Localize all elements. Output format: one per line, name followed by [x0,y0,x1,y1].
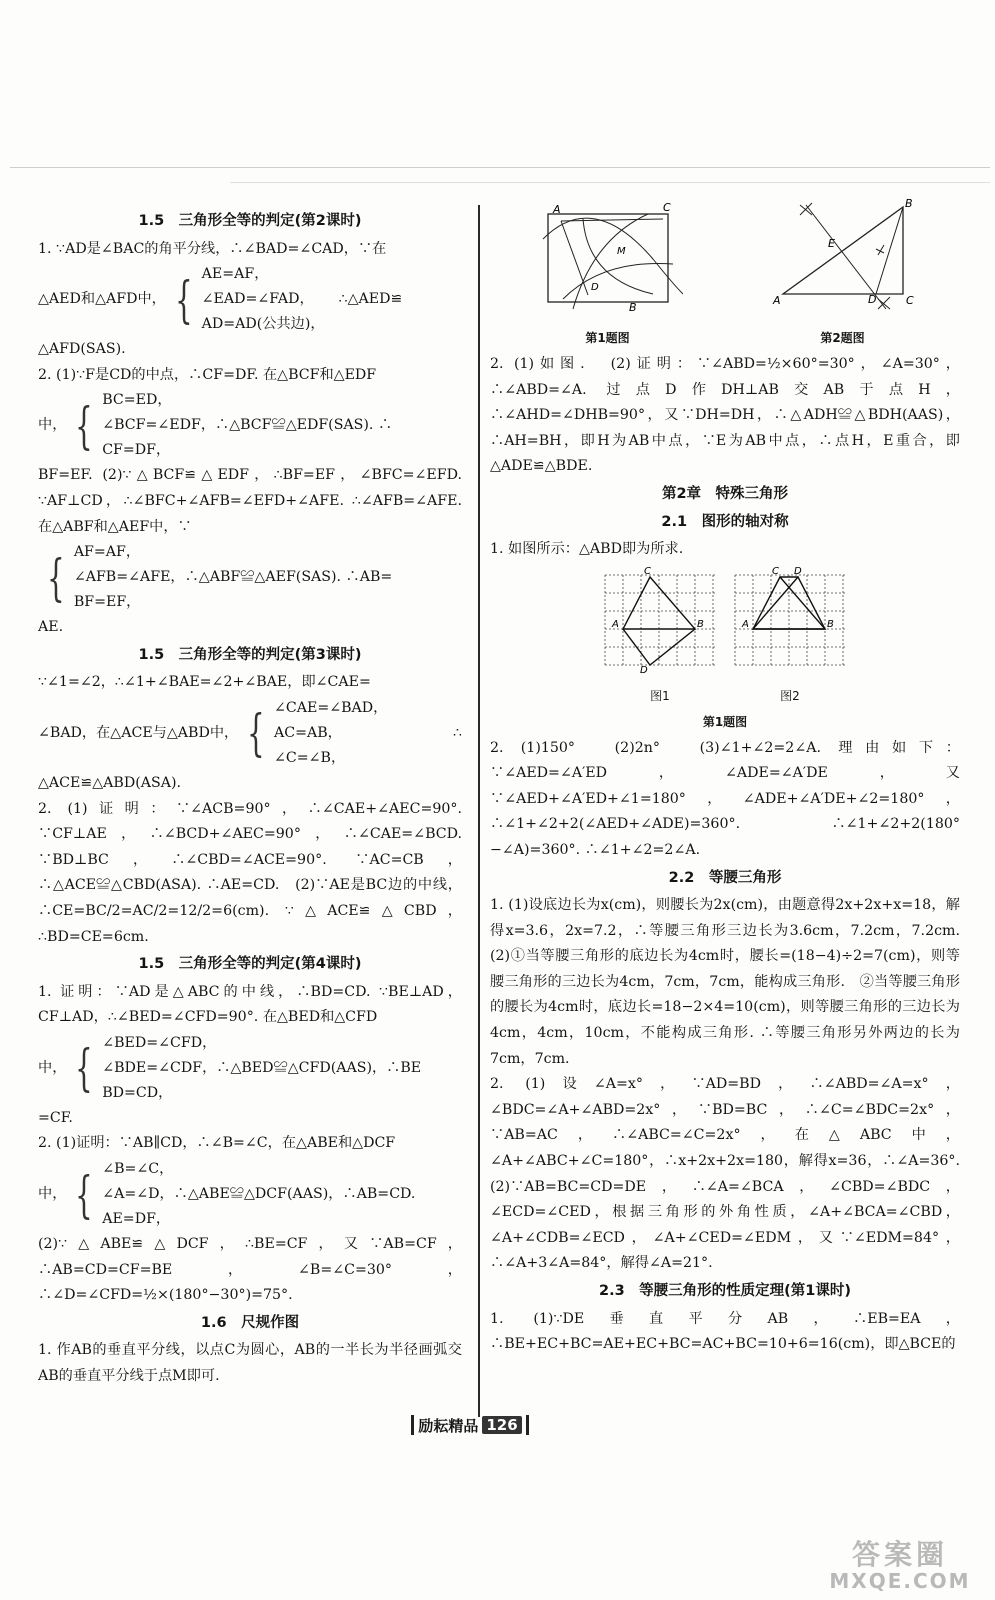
figure-1 [533,199,683,352]
brace-label: 中， [38,1059,67,1076]
condition: AD=AD(公共边)， [201,316,325,333]
condition: ∠BCF=∠EDF，∴△BCF≌△EDF(SAS). ∴ [102,417,393,434]
footer-bar [526,1415,529,1435]
paragraph: 1. 作AB的垂直平分线，以点C为圆心，AB的一半长为半径画弧交AB的垂直平分线于点M即可. [38,1342,462,1385]
condition: BD=CD， [102,1084,173,1101]
paragraph: 1. 证明：∵AD是△ABC的中线，∴BD=CD. ∵BE⊥AD，CF⊥AD，∴∠BED=∠CFD=90°. 在△BED和△CFD [38,983,462,1026]
left-column [38,207,462,1390]
brace-icon: { [75,396,94,455]
svg-text:A: A [742,618,749,630]
svg-text:B: B [697,618,704,630]
footer-bar [411,1415,414,1435]
brace-icon: { [174,270,193,329]
figure-caption: 第1题图 [585,331,630,346]
svg-text:C: C [662,200,671,214]
page-number: 126 [482,1416,521,1434]
watermark [820,1540,980,1596]
brace-conditions [202,262,325,337]
brace-group [38,388,462,463]
brace-icon: { [75,1039,94,1098]
top-rule-2 [230,182,990,183]
condition: ∠EAD=∠FAD， [201,291,314,308]
right-column [490,198,975,1358]
svg-text:D: D [867,292,876,306]
section-heading: 2.3 等腰三角形的性质定理(第1课时) [598,1283,852,1299]
triangle-construction-figure [768,199,918,317]
paragraph: 2. (1)设∠A=x°，∵AD=BD，∴∠ABD=∠A=x°，∠BDC=∠A+∠ABD=2x°，∵BD=BC，∴∠C=∠BDC=2x°，∵AB=AC，∴∠ABC=∠C=2x°，在△ABC中，∠A+∠ABC+∠C=180°，∴x+2x+2x=180，解得x=36，∴∠A=36°. (2)∵AB=BC=CD=DE，∴∠A=∠BCA，∠CBD=∠BDC，∠ECD=∠CED，根据三角形的外角性质，∠A+∠BCA=∠CBD，∠A+∠CDB=∠ECD，∠A+∠CED=∠EDM，又∵∠EDM=84°，∴∠A+3∠A=84°，解得∠A=21°. [490,1076,975,1272]
paragraph: 2. (1)∵F是CD的中点，∴CF=DF. 在△BCF和△EDF [38,366,377,383]
condition: ∠BED=∠CFD， [102,1034,217,1051]
figure-row [490,198,960,352]
figure-caption: 图1 [650,689,670,704]
svg-text:C: C [772,565,779,577]
figure-caption: 第2题图 [820,331,865,346]
brace-group [38,1157,462,1232]
paragraph: AE. [38,619,64,636]
svg-text:A: A [772,293,781,307]
brace-conditions [102,1031,421,1106]
watermark-line: MXQE.COM [829,1569,971,1593]
paragraph: △AFD(SAS). [38,341,126,358]
brace-conditions [102,388,392,463]
paragraph: 2. (1)如图. (2)证明：∵∠ABD=½×60°=30°，∠A=30°，∴∠ABD=∠A. 过点D作DH⊥AB交AB于点H，∴∠AHD=∠DHB=90°，又∵DH=DH，∴△ADH≌△BDH(AAS)，∴AH=BH，即H为AB中点，∵E为AB中点，∴点H，E重合，即△ADE≌△BDE. [490,356,960,475]
paragraph: 1. 如图所示：△ABD即为所求. [490,541,684,558]
grid-triangle-figure-2 [730,565,850,675]
brace-icon: { [247,704,265,763]
grid-figures [490,565,960,710]
svg-text:B: B [904,198,913,210]
section-heading: 2.1 图形的轴对称 [661,513,789,530]
svg-text:M: M [616,245,626,257]
brace-group [38,262,462,337]
svg-text:A: A [552,202,561,216]
paragraph: =CF. [38,1109,73,1126]
svg-text:C: C [644,565,651,577]
svg-text:D: D [794,565,802,577]
paragraph: (2)∵△ABE≌△DCF，∴BE=CF，又∵AB=CF，∴AB=CD=CF=BE，∠B=∠C=30°，∴∠D=∠CFD=½×(180°−30°)=75°. [38,1236,462,1304]
figure-2 [768,199,918,352]
condition: ∠C=∠B， [274,749,346,766]
condition: ∠A=∠D，∴△ABE≌△DCF(AAS)，∴AB=CD. [102,1186,416,1203]
brace-label: 中， [38,417,67,434]
brace-conditions [102,1157,415,1232]
chapter-heading: 第2章 特殊三角形 [661,485,789,502]
paragraph: 1. (1)设底边长为x(cm)，则腰长为2x(cm)，由题意得2x+2x+x=18，解得x=3.6，2x=7.2，∴等腰三角形三边长为3.6cm，7.2cm，7.2cm. (2)①当等腰三角形的底边长为4cm时，腰长=(18−4)÷2=7(cm)，则等腰三角形的三边长为4cm，7cm，7cm，能构成三角形. ②当等腰三角形的腰长为4cm时，底边长=18−2×4=10(cm)，则等腰三角形的三边长为4cm，4cm，10cm，不能构成三角形. ∴等腰三角形另外两边的长为7cm，7cm. [490,897,975,1067]
figure-caption: 图2 [780,689,800,704]
brace-label: 中， [38,1185,67,1202]
top-rule [10,167,990,168]
svg-text:B: B [827,618,834,630]
condition: AE=AF， [201,266,269,283]
svg-text:D: D [640,664,648,675]
brace-conclusion: ∴ [452,724,462,741]
brace-conditions [74,540,393,615]
svg-text:D: D [590,281,599,293]
figure-caption: 第1题图 [702,714,748,729]
condition: ∠CAE=∠BAD， [274,699,388,716]
svg-text:C: C [905,293,914,307]
section-heading: 1.5 三角形全等的判定(第4课时) [138,956,362,973]
watermark-line: 答案圈 [851,1538,948,1571]
paragraph: 2. (1)证明：∵∠ACB=90°，∴∠CAE+∠AEC=90°. ∵CF⊥AE，∴∠BCD+∠AEC=90°，∴∠CAE=∠BCD. ∵BD⊥BC，∴∠CBD=∠ACE=90°. ∵AC=CB，∴△ACE≌△CBD(ASA). ∴AE=CD. (2)∵AE是BC边的中线，∴CE=BC/2=AC/2=12/2=6(cm). ∵△ACE≌△CBD，∴BD=CE=6cm. [38,800,462,945]
condition: ∠B=∠C， [102,1161,174,1178]
paragraph: 2. (1)150° (2)2n° (3)∠1+∠2=2∠A. 理由如下：∵∠AED=∠A′ED，∠ADE=∠A′DE，又∵∠AED+∠A′ED+∠1=180°，∠ADE+∠A′DE+∠2=180°，∴∠1+∠2+2(∠AED+∠ADE)=360°. ∴∠1+∠2+2(180°−∠A)=360°. ∴∠1+∠2=2∠A. [490,739,960,858]
brace-conditions [274,696,387,771]
section-heading: 2.2 等腰三角形 [668,869,782,886]
rectangle-construction-figure [533,199,683,317]
svg-text:B: B [628,300,637,314]
section-heading: 1.6 尺规作图 [200,1314,300,1331]
paragraph: 1. (1)∵DE垂直平分AB，∴EB=EA，∴BE+EC+BC=AE+EC+BC=AC+BC=10+6=16(cm)，即△BCE的 [490,1310,960,1353]
paragraph: BF=EF. (2)∵△BCF≌△EDF，∴BF=EF，∠BFC=∠EFD. ∵AF⊥CD，∴∠BFC+∠AFB=∠EFD+∠AFE. ∴∠AFB=∠AFE. 在△ABF和△AEF中，∵ [38,467,462,535]
paragraph: ∵∠1=∠2，∴∠1+∠BAE=∠2+∠BAE，即∠CAE= [38,674,371,691]
section-heading: 1.5 三角形全等的判定(第2课时) [138,213,362,229]
condition: BF=EF， [73,594,141,611]
brace-icon: { [75,1165,94,1224]
brace-label: ∠BAD，在△ACE与△ABD中， [38,724,239,741]
column-divider [478,205,480,1417]
brace-conclusion: ∴△AED≌ [338,290,403,307]
section-heading: 1.5 三角形全等的判定(第3课时) [138,646,362,663]
brace-group [38,696,462,771]
condition: ∠BDE=∠CDF，∴△BED≌△CFD(AAS)，∴BE [102,1059,422,1076]
brace-icon: { [47,548,65,607]
grid-figure-2 [730,565,850,710]
condition: AC=AB， [274,724,342,741]
svg-text:A: A [612,618,619,630]
svg-text:E: E [827,236,835,250]
grid-figure-1 [600,565,720,710]
condition: CF=DF， [102,442,171,459]
paragraph: 1. ∵AD是∠BAC的角平分线，∴∠BAD=∠CAD，∵在 [38,240,387,257]
page-footer [395,1412,545,1438]
paragraph: △ACE≌△ABD(ASA). [38,774,182,791]
condition: ∠AFB=∠AFE，∴△ABF≌△AEF(SAS). ∴AB= [73,569,393,586]
condition: BC=ED， [102,392,172,409]
condition: AE=DF， [102,1211,171,1228]
grid-triangle-figure-1 [600,565,720,675]
brand-label: 励耘精品 [418,1416,479,1435]
brace-label: △AED和△AFD中， [38,290,166,307]
brace-group [38,1031,462,1106]
paragraph: 2. (1)证明：∵AB∥CD，∴∠B=∠C，在△ABE和△DCF [38,1135,396,1152]
condition: AF=AF， [73,544,141,561]
brace-group [38,540,462,615]
